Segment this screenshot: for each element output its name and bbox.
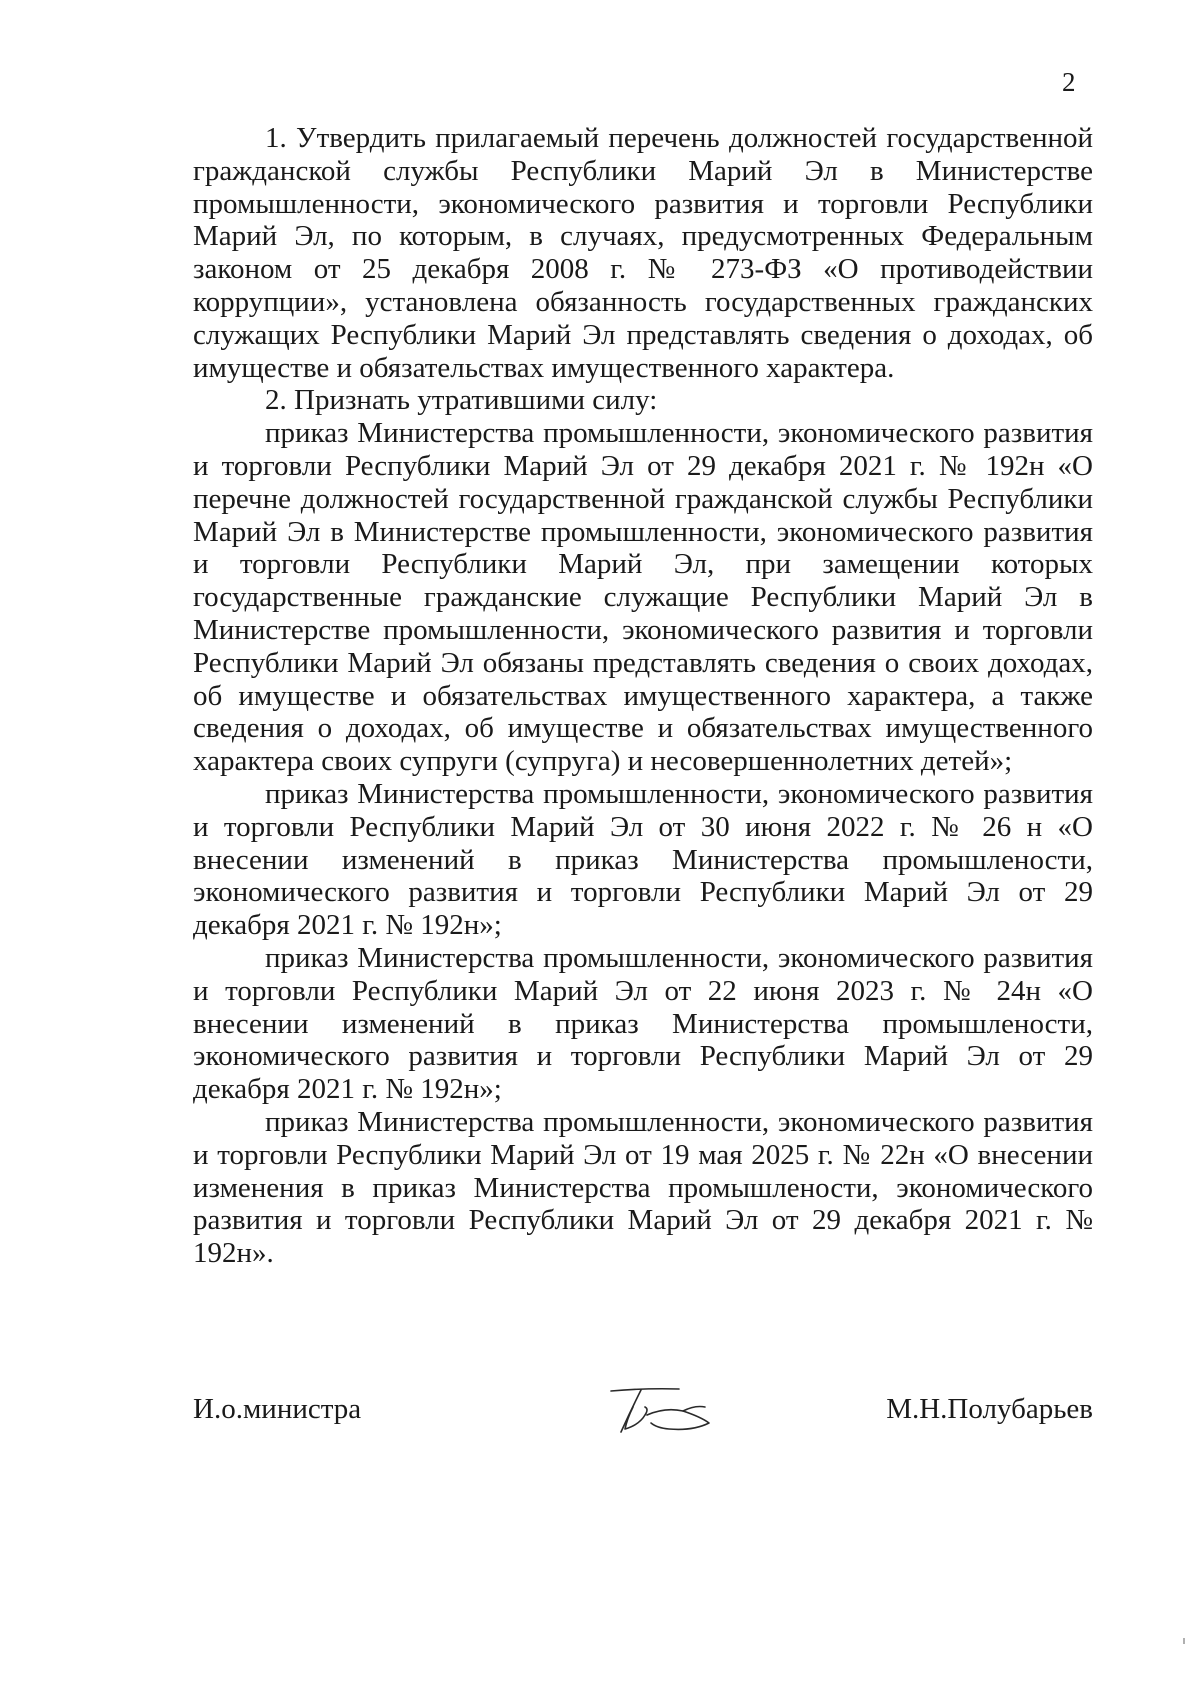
paragraph-approve-list: 1. Утвердить прилагаемый перечень должностей государственной гражданской службы Республики Марий Эл в Министерстве промышленности, экономического развития и торговли Республики Марий Эл, по которым, в случаях, предусмотренных Федеральным законом от 25 декабря 2008 г. № 273-ФЗ «О противодействии коррупции», установлена обязанность государственных гражданских служащих Республики Марий Эл представлять сведения о доходах, об имуществе и обязательствах имущественного характера. [193, 122, 1093, 384]
signature-block [193, 1385, 1093, 1445]
paragraph-order-22n: приказ Министерства промышленности, экономического развития и торговли Республики Марий Эл от 19 мая 2025 г. № 22н «О внесении изменения в приказ Министерства промышлености, экономического развития и торговли Республики Марий Эл от 29 декабря 2021 г. № 192н». [193, 1105, 1093, 1270]
scan-edge-mark [1183, 1638, 1185, 1644]
document-body [193, 122, 1093, 1270]
paragraph-repeal-heading: 2. Признать утратившими силу: [265, 384, 658, 417]
handwritten-signature [605, 1385, 735, 1437]
paragraph-order-192n: приказ Министерства промышленности, экономического развития и торговли Республики Марий Эл от 29 декабря 2021 г. № 192н «О перечне должностей государственной гражданской службы Республики Марий Эл в Министерстве промышленности, экономического развития и торговли Республики Марий Эл, при замещении которых государственные гражданские служащие Республики Марий Эл в Министерстве промышленности, экономического развития и торговли Республики Марий Эл обязаны представлять сведения о своих доходах, об имуществе и обязательствах имущественного характера, а также сведения о доходах, об имуществе и обязательствах имущественного характера своих супруги (супруга) и несовершеннолетних детей»; [193, 417, 1093, 778]
signatory-name: М.Н.Полубарьев [886, 1393, 1093, 1425]
page-number: 2 [1062, 67, 1076, 97]
paragraph-order-26n: приказ Министерства промышленности, экономического развития и торговли Республики Марий Эл от 30 июня 2022 г. № 26 н «О внесении изменений в приказ Министерства промышлености, экономического развития и торговли Республики Марий Эл от 29 декабря 2021 г. № 192н»; [193, 777, 1093, 942]
paragraph-order-24n: приказ Министерства промышленности, экономического развития и торговли Республики Марий Эл от 22 июня 2023 г. № 24н «О внесении изменений в приказ Министерства промышлености, экономического развития и торговли Республики Марий Эл от 29 декабря 2021 г. № 192н»; [193, 941, 1093, 1106]
signatory-position: И.о.министра [193, 1393, 362, 1425]
